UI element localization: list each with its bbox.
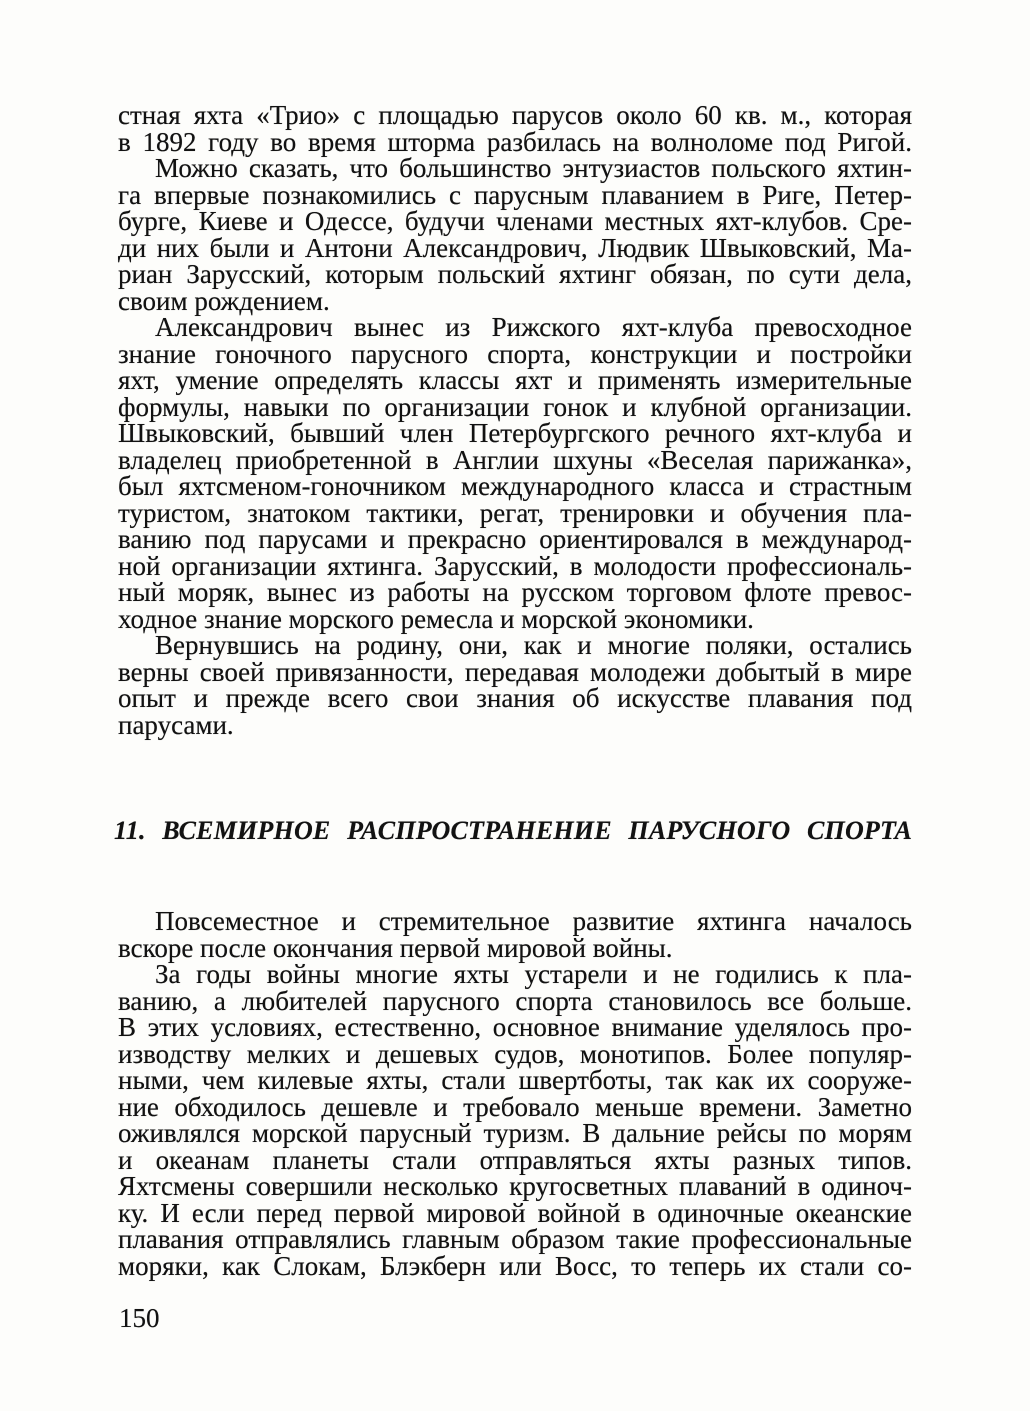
text-line: верны своей привязанности, передавая молодежи добытый в мире: [118, 656, 912, 687]
text-line: ванию под парусами и прекрасно ориентировался в международ-: [118, 524, 912, 554]
text-line: моряки, как Слокам, Блэкберн или Восс, то теперь их стали со-: [118, 1250, 912, 1281]
paragraph: [118, 961, 912, 1279]
text-line: ванию, а любителей парусного спорта становилось все больше.: [118, 985, 912, 1016]
text-line: За годы войны многие яхты устарели и не годились к пла-: [155, 959, 912, 989]
paragraph: [118, 314, 912, 632]
text-line: своим рождением.: [118, 285, 330, 316]
paragraph: [118, 155, 912, 314]
text-line: Яхтсмены совершили несколько кругосветных плаваний в одиноч-: [118, 1171, 912, 1201]
text-line: оживлялся морской парусный туризм. В дальние рейсы по морям: [118, 1118, 912, 1148]
text-line: ными, чем килевые яхты, стали швертботы, так как их сооруже-: [118, 1065, 912, 1095]
text-line: риан Зарусский, которым польский яхтинг обязан, по сути дела,: [118, 259, 912, 289]
section-chapter-body: [118, 908, 912, 1279]
text-line: опыт и прежде всего свои знания об искусстве плавания под: [118, 683, 912, 713]
text-line: туристом, знатоком тактики, регат, тренировки и обучения пла-: [118, 497, 912, 528]
text-line: в 1892 году во время шторма разбилась на волноломе под Ригой.: [118, 126, 912, 157]
text-line: плавания отправлялись главным образом такие профессиональные: [118, 1224, 912, 1254]
text-line: ку. И если перед первой мировой войной в одиночные океанские: [118, 1197, 912, 1228]
section-previous-chapter-tail: [118, 102, 912, 738]
text-line: изводству мелких и дешевых судов, монотипов. Более популяр-: [118, 1038, 912, 1069]
text-line: ный моряк, вынес из работы на русском торговом флоте превос-: [118, 577, 912, 607]
text-line: и океанам планеты стали отправляться яхты разных типов.: [118, 1144, 912, 1175]
text-line: ние обходилось дешевле и требовало меньше времени. Заметно: [118, 1091, 912, 1122]
page-number: 150: [119, 1303, 160, 1333]
text-line: Можно сказать, что большинство энтузиастов польского яхтин-: [155, 153, 912, 183]
text-line: знание гоночного парусного спорта, конструкции и постройки: [118, 338, 912, 369]
text-line: бурге, Киеве и Одессе, будучи членами местных яхт-клубов. Сре-: [118, 206, 912, 236]
text-line: ди них были и Антони Александрович, Людвик Швыковский, Ма-: [118, 232, 912, 263]
text-line: был яхтсменом-гоночником международного класса и страстным: [118, 471, 912, 501]
chapter-heading: 11. ВСЕМИРНОЕ РАСПРОСТРАНЕНИЕ ПАРУСНОГО СПОРТА: [114, 816, 912, 845]
text-line: Повсеместное и стремительное развитие яхтинга началось: [155, 906, 912, 936]
text-line: Вернувшись на родину, они, как и многие поляки, остались: [155, 630, 912, 660]
text-line: парусами.: [118, 709, 234, 740]
text-line: га впервые познакомились с парусным плаванием в Риге, Петер-: [118, 179, 912, 210]
text-line: стная яхта «Трио» с площадью парусов около 60 кв. м., которая: [118, 100, 912, 130]
paragraph: [118, 632, 912, 738]
text-line: владелец приобретенной в Англии шхуны «Веселая парижанка»,: [118, 444, 912, 475]
paragraph: [118, 908, 912, 961]
text-line: ной организации яхтинга. Зарусский, в молодости профессиональ-: [118, 550, 912, 581]
text-line: В этих условиях, естественно, основное внимание уделялось про-: [118, 1012, 912, 1042]
text-line: яхт, умение определять классы яхт и применять измерительные: [118, 365, 912, 395]
paragraph: [118, 102, 912, 155]
text-line: формулы, навыки по организации гонок и клубной организации.: [118, 391, 912, 422]
text-line: ходное знание морского ремесла и морской экономики.: [118, 603, 754, 634]
text-line: Швыковский, бывший член Петербургского речного яхт-клуба и: [118, 418, 912, 448]
text-line: Александрович вынес из Рижского яхт-клуба превосходное: [155, 312, 912, 342]
text-line: вскоре после окончания первой мировой войны.: [118, 932, 673, 963]
